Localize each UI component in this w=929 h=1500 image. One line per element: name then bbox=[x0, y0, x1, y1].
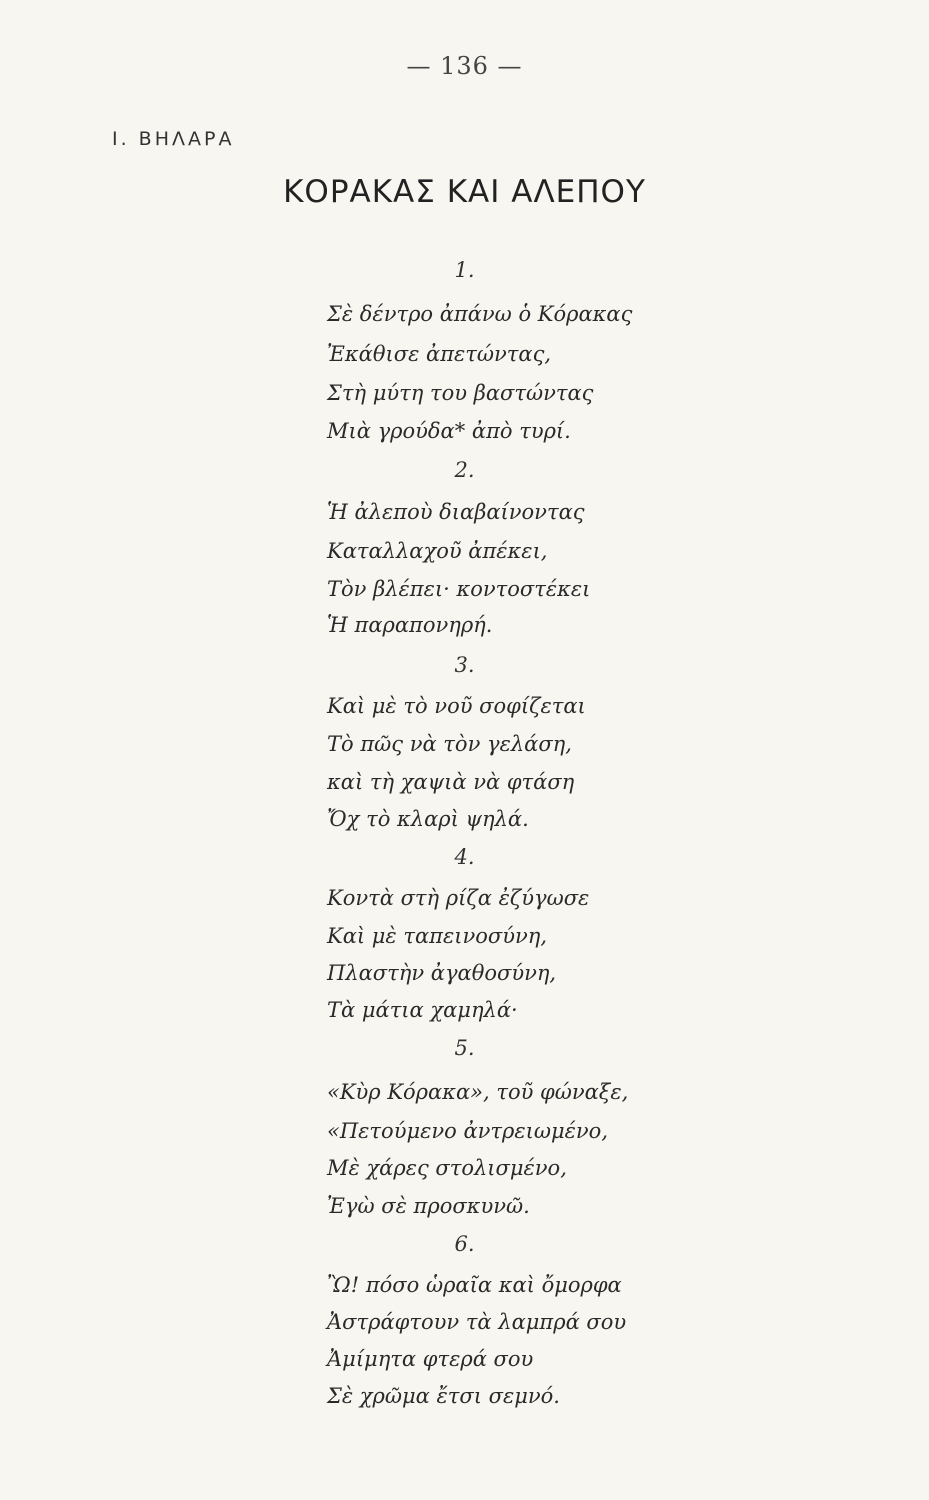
verse-line: Ἡ παραπονηρή. bbox=[327, 613, 493, 637]
verse-line: Σὲ χρῶμα ἔτσι σεμνό. bbox=[327, 1384, 560, 1408]
verse-line: Καὶ μὲ τὸ νοῦ σοφίζεται bbox=[327, 694, 586, 718]
reverse-page-bleed-through bbox=[160, 120, 840, 152]
verse-line: Καὶ μὲ ταπεινοσύνη, bbox=[327, 924, 548, 948]
stanza-number: 2. bbox=[454, 458, 475, 482]
verse-line: Τὸν βλέπει· κοντοστέκει bbox=[327, 577, 591, 601]
verse-line: Πλαστὴν ἀγαθοσύνη, bbox=[327, 961, 557, 985]
stanza-number: 6. bbox=[454, 1232, 475, 1256]
verse-line: «Κὺρ Κόρακα», τοῦ φώναξε, bbox=[327, 1080, 629, 1104]
verse-line: Σὲ δέντρο ἀπάνω ὁ Κόρακας bbox=[327, 302, 633, 326]
stanza-number: 5. bbox=[454, 1036, 475, 1060]
verse-line: Τὰ μάτια χαμηλά· bbox=[327, 998, 518, 1022]
verse-line: Ἡ ἀλεποὺ διαβαίνοντας bbox=[327, 500, 585, 524]
stanza-number: 1. bbox=[454, 258, 475, 282]
verse-line: Στὴ μύτη του βαστώντας bbox=[327, 381, 594, 405]
verse-line: «Πετούμενο ἀντρειωμένο, bbox=[327, 1119, 608, 1143]
page-number: — 136 — bbox=[406, 52, 523, 80]
stanza-number: 4. bbox=[454, 845, 475, 869]
poem-title: ΚΟΡΑΚΑΣ ΚΑΙ ΑΛΕΠΟΥ bbox=[283, 174, 646, 210]
verse-line: Ὄχ τὸ κλαρὶ ψηλά. bbox=[327, 807, 529, 831]
verse-line: Τὸ πῶς νὰ τὸν γελάση, bbox=[327, 732, 572, 756]
verse-line: Κοντὰ στὴ ρίζα ἐζύγωσε bbox=[327, 886, 590, 910]
author-name: I. ΒΗΛΑΡΑ bbox=[112, 128, 235, 150]
verse-line: Ἐκάθισε ἀπετώντας, bbox=[327, 342, 552, 366]
verse-line: Ἀμίμητα φτερά σου bbox=[327, 1347, 534, 1371]
verse-line: Καταλλαχοῦ ἀπέκει, bbox=[327, 539, 548, 563]
verse-line: καὶ τὴ χαψιὰ νὰ φτάση bbox=[327, 770, 575, 794]
verse-line: Ὢ! πόσο ὡραῖα καὶ ὄμορφα bbox=[327, 1273, 622, 1297]
verse-line: Μιὰ γρούδα* ἀπὸ τυρί. bbox=[327, 419, 571, 443]
verse-line: Ἀστράφτουν τὰ λαμπρά σου bbox=[327, 1310, 627, 1334]
verse-line: Ἐγὼ σὲ προσκυνῶ. bbox=[327, 1194, 530, 1218]
verse-line: Μὲ χάρες στολισμένο, bbox=[327, 1156, 567, 1180]
stanza-number: 3. bbox=[454, 653, 475, 677]
